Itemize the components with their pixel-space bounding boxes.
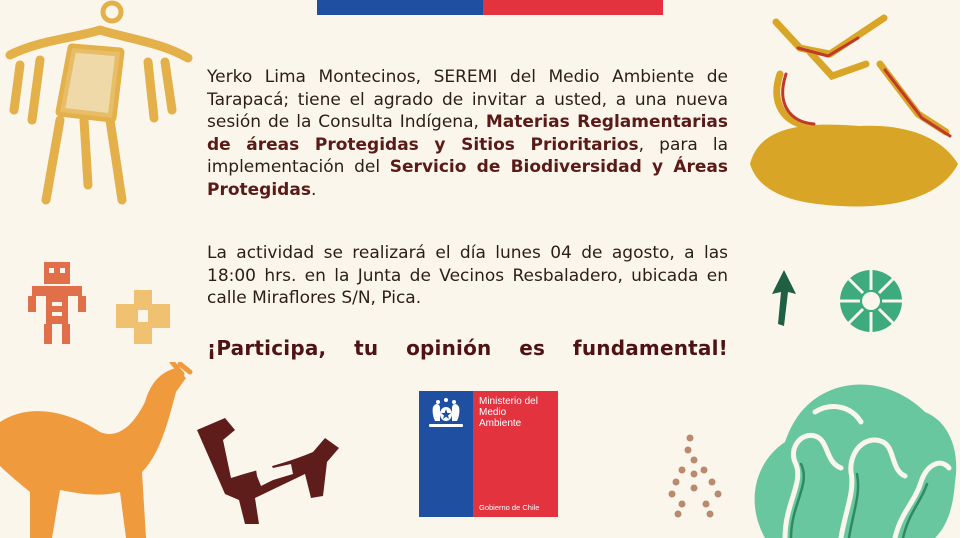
ministry-name-line: Ministerio del <box>479 396 538 407</box>
text-segment: Yerko Lima Montecinos, SEREMI del Medio Ambiente de Tarapacá; tiene el agrado de invitar a usted, a una nueva sesión de la Consulta Indígena, <box>207 67 728 132</box>
highlighted-text: Servicio de Biodiversidad y Áreas Protegidas <box>207 157 728 200</box>
invitation-paragraph <box>207 66 728 201</box>
serpent-cart-petroglyph-icon <box>740 14 960 214</box>
chile-coat-of-arms-icon <box>425 397 467 429</box>
llama-petroglyph-icon <box>0 362 200 538</box>
figure-petroglyph-icon <box>26 258 88 348</box>
deer-petroglyph-icon <box>195 408 345 526</box>
flag-blue-stripe <box>317 0 483 15</box>
government-label: Gobierno de Chile <box>479 503 540 512</box>
ministry-name-line: Ambiente <box>479 418 522 429</box>
activity-details-paragraph: La actividad se realizará el día lunes 04 de agosto, a las 18:00 hrs. en la Junta de Vecinos Resbaladero, ubicada en calle Miraflores S/N, Pica. <box>207 243 728 308</box>
ministry-name-line: Medio <box>479 407 507 418</box>
dotted-figure-icon <box>668 432 726 518</box>
call-to-action: ¡Participa, tu opinión es fundamental! <box>207 336 728 360</box>
round-shield-icon <box>838 268 904 334</box>
ministry-logo <box>419 391 558 517</box>
flag-red-stripe <box>483 0 663 15</box>
intertwined-figures-icon <box>745 372 960 538</box>
text-segment: . <box>310 179 317 200</box>
bird-petroglyph-icon <box>0 0 195 230</box>
ministry-name <box>479 396 538 429</box>
arrow-up-icon <box>770 268 798 328</box>
logo-blue-block <box>419 391 473 517</box>
logo-red-block <box>473 391 558 517</box>
chakana-cross-icon <box>112 288 174 346</box>
highlighted-text: Materias Reglamentarias de áreas Protegidas y Sitios Prioritarios <box>207 112 728 155</box>
text-segment: , para la implementación del <box>207 134 728 177</box>
chilean-flag-stripe <box>317 0 663 15</box>
